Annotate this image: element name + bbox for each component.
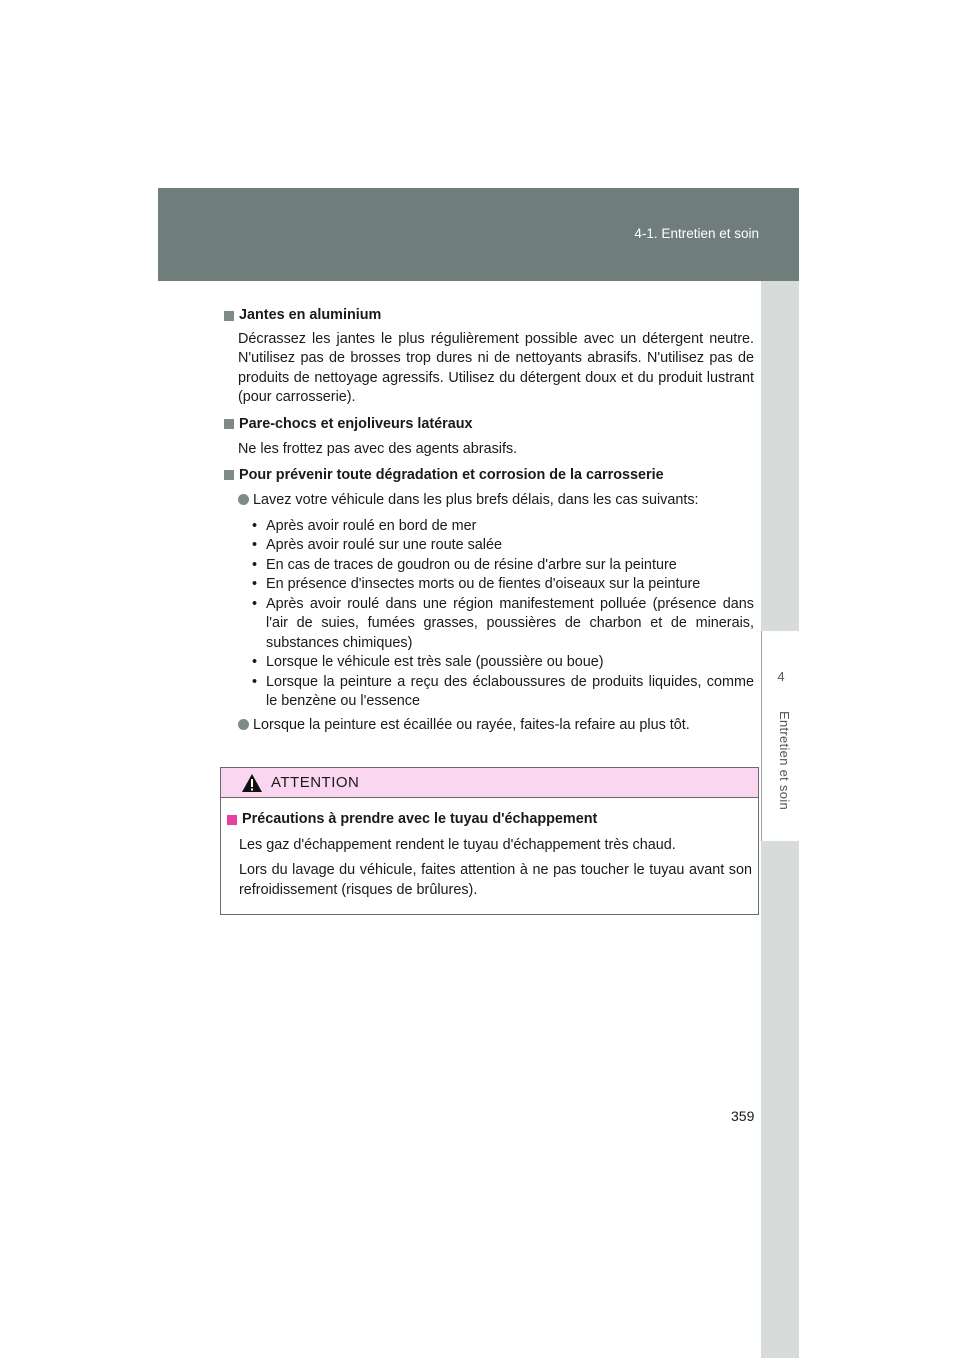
side-tab-bottom xyxy=(761,841,799,1358)
section-title: Jantes en aluminium xyxy=(239,307,382,323)
list-item: • Après avoir roulé dans une région manifestement polluée (présence dans l'air de suies, fumées grasses, poussières de charbon et de minerais, substances chimiques) xyxy=(252,595,754,654)
side-tab-top xyxy=(761,281,799,631)
square-bullet-icon xyxy=(227,815,237,825)
attention-label: ATTENTION xyxy=(271,774,360,791)
section-text: Ne les frottez pas avec des agents abrasifs. xyxy=(238,441,518,457)
attention-title-row xyxy=(227,810,752,830)
attention-box xyxy=(220,767,759,915)
side-chapter-tab xyxy=(761,631,800,841)
attention-title: Précautions à prendre avec le tuyau d'échappement xyxy=(242,811,598,827)
square-bullet-icon xyxy=(224,419,234,429)
attention-body xyxy=(221,798,758,900)
section-heading xyxy=(224,306,754,326)
point-item xyxy=(238,491,754,511)
section-heading xyxy=(224,415,754,435)
bullet-list xyxy=(252,517,754,712)
list-item: • Lorsque le véhicule est très sale (poussière ou boue) xyxy=(252,653,754,673)
section-title: Pour prévenir toute dégradation et corrosion de la carrosserie xyxy=(239,466,664,483)
square-bullet-icon xyxy=(224,470,234,480)
list-item: • En cas de traces de goudron ou de résine d'arbre sur la peinture xyxy=(252,556,754,576)
section-title: Pare-chocs et enjoliveurs latéraux xyxy=(239,415,473,432)
circle-bullet-icon xyxy=(238,494,249,505)
main-content xyxy=(224,306,754,735)
header-band xyxy=(158,188,799,281)
list-item: • En présence d'insectes morts ou de fientes d'oiseaux sur la peinture xyxy=(252,575,754,595)
list-item: • Lorsque la peinture a reçu des éclaboussures de produits liquides, comme le benzène ou l'essence xyxy=(252,673,754,712)
attention-header xyxy=(221,768,758,798)
chapter-number: 4 xyxy=(777,669,785,684)
header-title: 4-1. Entretien et soin xyxy=(634,226,759,241)
point-text: Lorsque la peinture est écaillée ou rayée, faites-la refaire au plus tôt. xyxy=(253,716,690,733)
attention-text: Les gaz d'échappement rendent le tuyau d'échappement très chaud. xyxy=(239,836,676,853)
circle-bullet-icon xyxy=(238,719,249,730)
page-number: 359 xyxy=(731,1108,755,1124)
attention-text: Lors du lavage du véhicule, faites attention à ne pas toucher le tuyau avant son refroidissement (risques de brûlures). xyxy=(239,862,752,898)
chapter-label: Entretien et soin xyxy=(777,711,792,811)
list-item: • Après avoir roulé sur une route salée xyxy=(252,536,754,556)
section-text: Décrassez les jantes le plus régulièrement possible avec un détergent neutre. N'utilisez pas de brosses trop dures ni de nettoyants abrasifs. N'utilisez pas de produits de nettoyage agressifs. Utilisez du détergent doux et du produit lustrant (pour carrosserie). xyxy=(238,330,754,405)
point-item xyxy=(238,716,754,736)
point-text: Lavez votre véhicule dans les plus brefs délais, dans les cas suivants: xyxy=(253,492,699,508)
section-heading xyxy=(224,466,754,486)
list-item: • Après avoir roulé en bord de mer xyxy=(252,517,754,537)
square-bullet-icon xyxy=(224,311,234,321)
warning-icon xyxy=(241,773,263,793)
